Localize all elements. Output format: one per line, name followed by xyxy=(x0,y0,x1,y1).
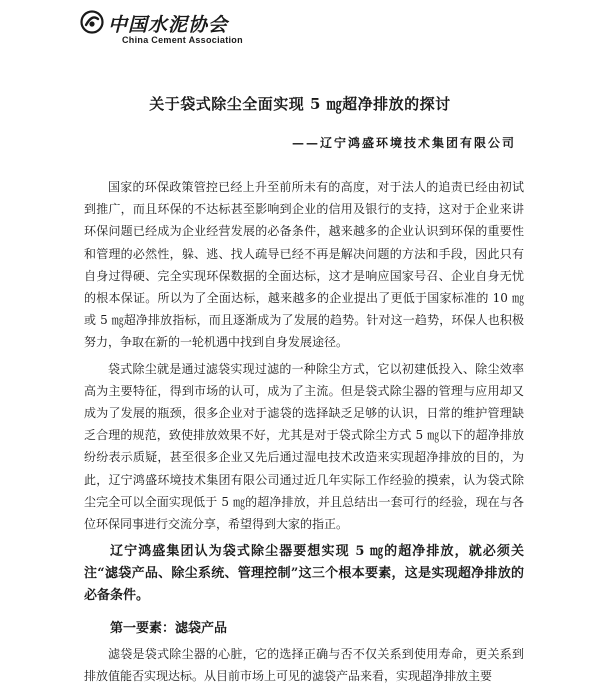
header-logo xyxy=(80,8,340,48)
paragraph-1: 国家的环保政策管控已经上升至前所未有的高度，对于法人的追责已经由初试到推广，而且环保的不达标甚至影响到企业的信用及银行的支持，这对于企业来讲环保问题已经成为企业经营发展的必备条件，越来越多的企业认识到环保的重要性和管理的必然性，躲、逃、找人疏导已经不再是解决问题的方法和手段，因此只有自身过得硬、完全实现环保数据的全面达标，这才是响应国家号召、企业自身无忧的根本保证。所以为了全面达标，越来越多的企业提出了更低于国家标准的 10 ㎎或 5 ㎎超净排放指标，而且逐渐成为了发展的趋势。针对这一趋势，环保人也积极努力，争取在新的一轮机遇中找到自身发展途径。 xyxy=(84,180,524,350)
china-cement-association-logo-icon xyxy=(80,10,104,34)
document-title: 关于袋式除尘全面实现 5 ㎎超净排放的探讨 xyxy=(149,95,451,113)
emphasis-paragraph: 辽宁鸿盛集团认为袋式除尘器要想实现 5 ㎎的超净排放，就必须关注“滤袋产品、除尘系统、管理控制”这三个根本要素，这是实现超净排放的必备条件。 xyxy=(84,544,524,604)
document-body xyxy=(84,176,524,688)
paragraph-3: 滤袋是袋式除尘器的心脏，它的选择正确与否不仅关系到使用寿命，更关系到排放值能否实现达标。从目前市场上可见的滤袋产品来看，实现超净排放主要 xyxy=(84,647,524,684)
logo-chinese-name: 中国水泥协会 xyxy=(108,14,229,36)
document-subtitle: ——辽宁鸿盛环境技术集团有限公司 xyxy=(291,136,516,150)
logo-english-name: China Cement Association xyxy=(122,35,243,45)
paragraph-2: 袋式除尘就是通过滤袋实现过滤的一种除尘方式，它以初建低投入、除尘效率高为主要特征，得到市场的认可，成为了主流。但是袋式除尘器的管理与应用却又成为了发展的瓶颈，很多企业对于滤袋的选择缺乏足够的认识，日常的维护管理缺乏合理的规范，致使排放效果不好，尤其是对于袋式除尘方式 5 ㎎以下的超净排放纷纷表示质疑，甚至很多企业又先后通过湿电技术改造来实现超净排放的目的，为此，辽宁鸿盛环境技术集团有限公司通过近几年实际工作经验的摸索，认为袋式除尘完全可以全面实现低于 5 ㎎的超净排放，并且总结出一套可行的经验，现在与各位环保同事进行交流分享，希望得到大家的指正。 xyxy=(84,361,524,532)
section-heading: 第一要素：滤袋产品 xyxy=(110,621,228,637)
